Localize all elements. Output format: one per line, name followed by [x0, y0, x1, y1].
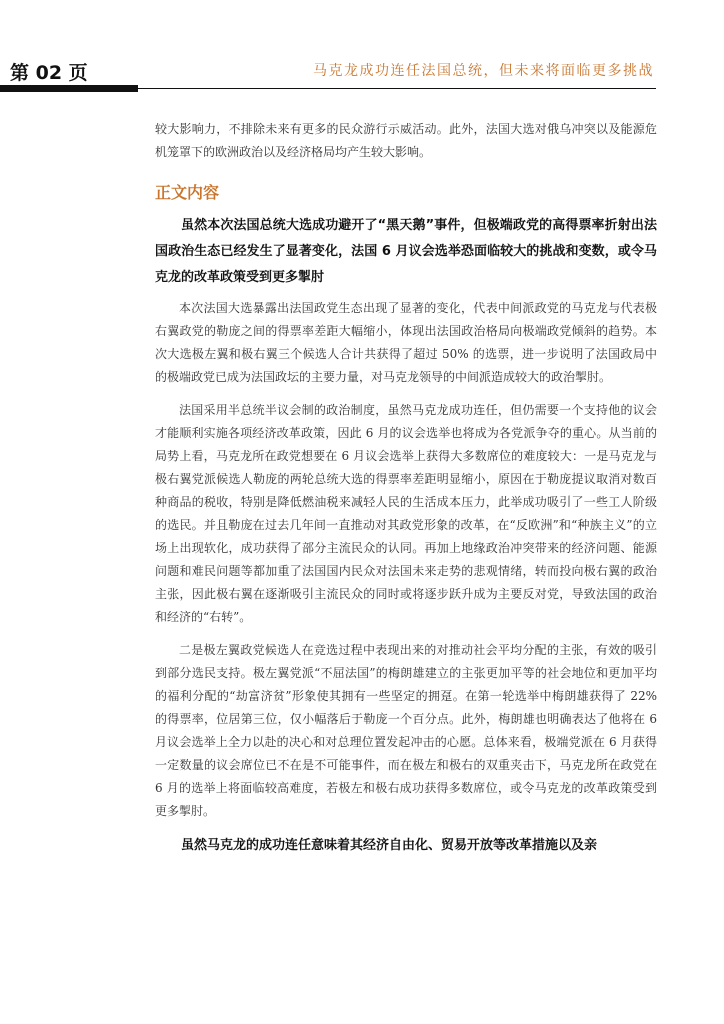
body-paragraph-2: 法国采用半总统半议会制的政治制度，虽然马克龙成功连任，但仍需要一个支持他的议会才能顺利实施各项经济改革政策，因此 6 月的议会选举也将成为各党派争夺的重心。从当前的局势上看，马克龙所在政党想要在 6 月议会选举上获得大多数席位的难度较大：一是马克龙与极右翼党派候选人勒庞的两轮总统大选的得票率差距明显缩小，原因在于勒庞提议取消对数百种商品的税收，特别是降低燃油税来减轻人民的生活成本压力，此举成功吸引了一些工人阶级的选民。并且勒庞在过去几年间一直推动对其政党形象的改革，在“反欧洲”和“种族主义”的立场上出现软化，成功获得了部分主流民众的认同。再加上地缘政治冲突带来的经济问题、能源问题和难民问题等都加重了法国国内民众对法国未来走势的悲观情绪，转而投向极右翼的政治主张，因此极右翼在逐渐吸引主流民众的同时或将逐步跃升成为主要反对党，导致法国的政治和经济的“右转”。 — [155, 403, 657, 624]
page-number: 第 02 页 — [10, 62, 88, 84]
header-rule-thick — [0, 85, 138, 92]
section-title: 正文内容 — [155, 183, 220, 202]
highlight-paragraph-1: 虽然本次法国总统大选成功避开了“黑天鹅”事件，但极端政党的高得票率折射出法国政治生态已经发生了显著变化，法国 6 月议会选举恐面临较大的挑战和变数，或令马克龙的改革政策受到更多掣肘 — [155, 218, 657, 285]
header-rule-thin — [138, 88, 656, 89]
header-title: 马克龙成功连任法国总统，但未来将面临更多挑战 — [313, 63, 654, 79]
intro-paragraph: 较大影响力，不排除未来有更多的民众游行示威活动。此外，法国大选对俄乌冲突以及能源危机笼罩下的欧洲政治以及经济格局均产生较大影响。 — [155, 122, 657, 159]
body-paragraph-1: 本次法国大选暴露出法国政党生态出现了显著的变化，代表中间派政党的马克龙与代表极右翼政党的勒庞之间的得票率差距大幅缩小，体现出法国政治格局向极端政党倾斜的趋势。本次大选极左翼和极右翼三个候选人合计共获得了超过 50% 的选票，进一步说明了法国政局中的极端政党已成为法国政坛的主要力量，对马克龙领导的中间派造成较大的政治掣肘。 — [155, 301, 657, 384]
article-body — [155, 118, 657, 865]
body-paragraph-3: 二是极左翼政党候选人在竞选过程中表现出来的对推动社会平均分配的主张，有效的吸引到部分选民支持。极左翼党派“不屈法国”的梅朗雄建立的主张更加平等的社会地位和更加平均的福利分配的“劫富济贫”形象使其拥有一些坚定的拥趸。在第一轮选举中梅朗雄获得了 22% 的得票率，位居第三位，仅小幅落后于勒庞一个百分点。此外，梅朗雄也明确表达了他将在 6 月议会选举上全力以赴的决心和对总理位置发起冲击的心愿。总体来看，极端党派在 6 月获得一定数量的议会席位已不在是不可能事件，而在极左和极右的双重夹击下，马克龙所在政党在 6 月的选举上将面临较高难度，若极左和极右成功获得多数席位，或令马克龙的改革政策受到更多掣肘。 — [155, 643, 657, 818]
highlight-paragraph-2: 虽然马克龙的成功连任意味着其经济自由化、贸易开放等改革措施以及亲 — [181, 838, 598, 853]
page-header — [0, 56, 724, 96]
